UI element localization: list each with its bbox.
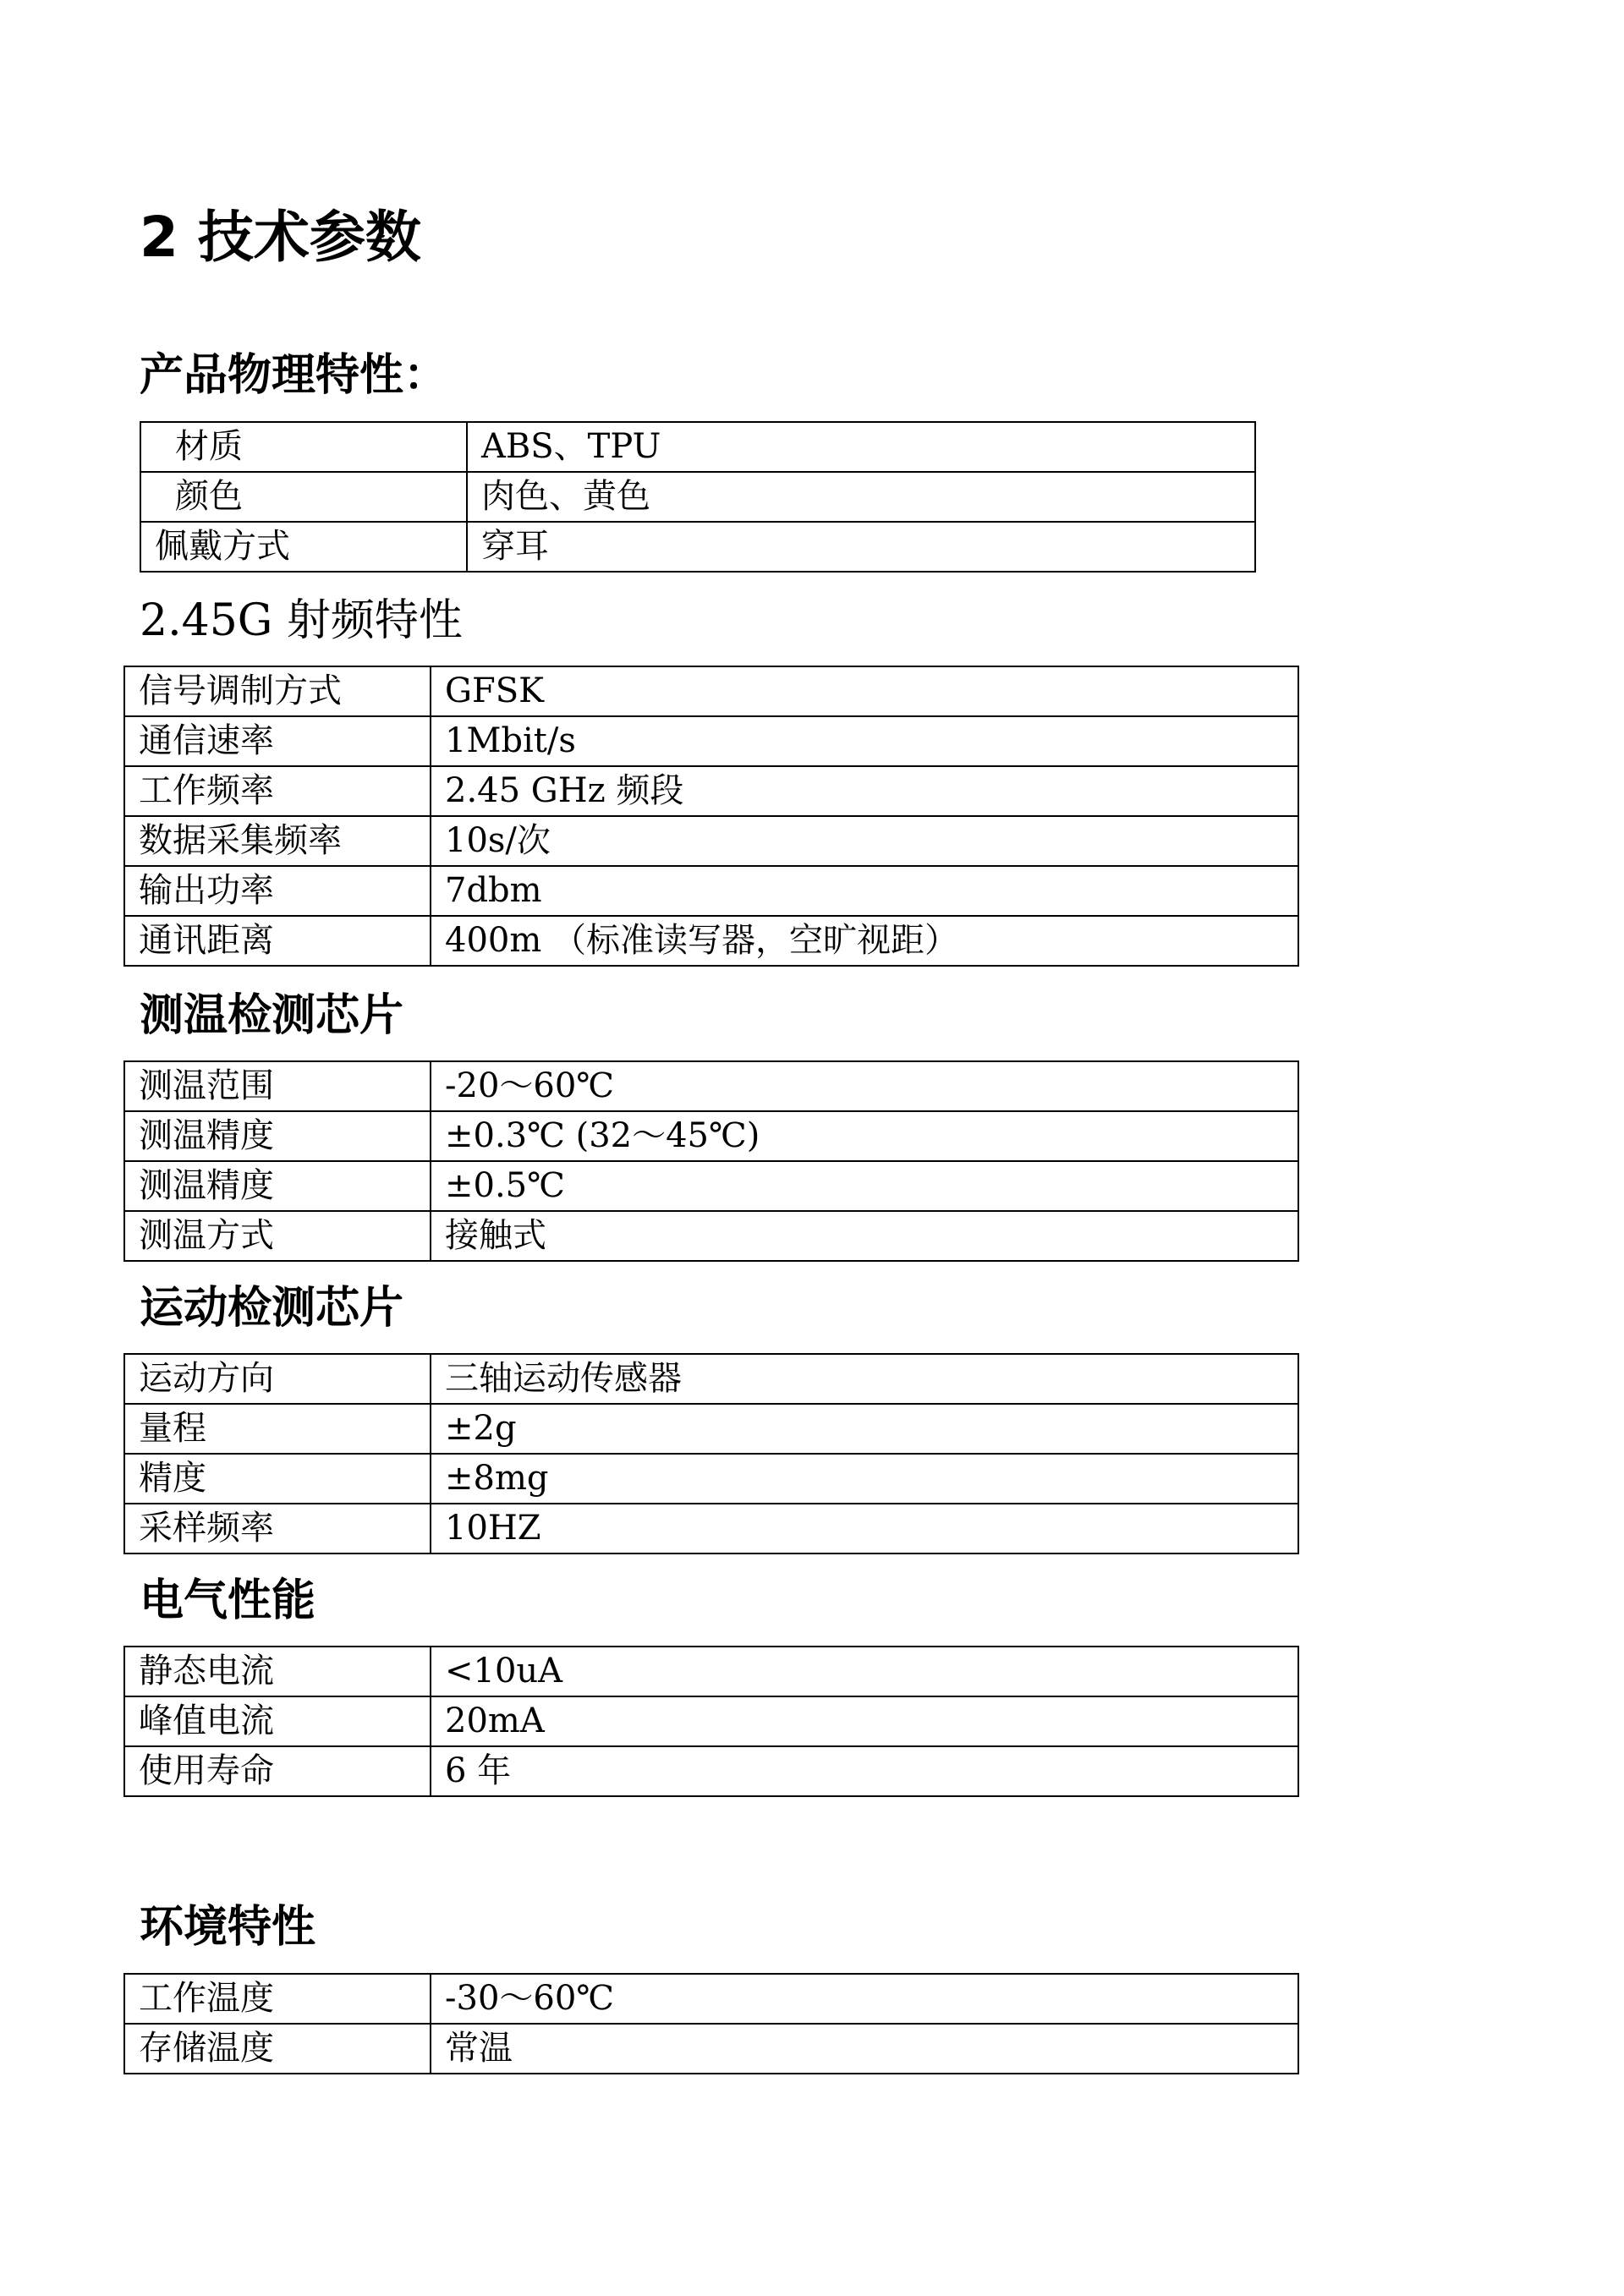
row-value: 1Mbit/s — [431, 716, 1298, 766]
row-value: 三轴运动传感器 — [431, 1354, 1298, 1404]
row-key: 存储温度 — [124, 2024, 431, 2074]
table-row — [124, 766, 1298, 816]
row-key: 材质 — [140, 422, 467, 472]
table-rf-properties — [123, 666, 1299, 967]
row-value: ±8mg — [431, 1454, 1298, 1504]
row-key: 测温范围 — [124, 1061, 431, 1111]
section-heading-electrical: 电气性能 — [140, 1575, 316, 1626]
row-key: 工作温度 — [124, 1974, 431, 2024]
section-heading-physical: 产品物理特性： — [140, 350, 448, 401]
table-row — [124, 1354, 1298, 1404]
row-value: 肉色、黄色 — [467, 472, 1255, 522]
table-row — [124, 866, 1298, 916]
row-value: <10uA — [431, 1647, 1298, 1696]
row-key: 通信速率 — [124, 716, 431, 766]
row-key: 通讯距离 — [124, 916, 431, 966]
page-title: 2 技术参数 — [140, 205, 421, 270]
row-key: 信号调制方式 — [124, 666, 431, 716]
row-value: 10HZ — [431, 1504, 1298, 1553]
row-value: 10s/次 — [431, 816, 1298, 866]
row-value: ±2g — [431, 1404, 1298, 1454]
row-value: ABS、TPU — [467, 422, 1255, 472]
row-value: -20～60℃ — [431, 1061, 1298, 1111]
row-key: 采样频率 — [124, 1504, 431, 1553]
section-heading-motion: 运动检测芯片 — [140, 1283, 404, 1334]
table-row — [124, 1974, 1298, 2024]
table-motion-chip — [123, 1353, 1299, 1554]
table-row — [124, 1404, 1298, 1454]
table-physical-properties — [140, 421, 1256, 573]
table-electrical — [123, 1646, 1299, 1797]
table-row — [124, 1504, 1298, 1553]
row-value: 穿耳 — [467, 522, 1255, 572]
table-row — [140, 522, 1255, 572]
row-value: 400m （标准读写器，空旷视距） — [431, 916, 1298, 966]
row-key: 测温精度 — [124, 1161, 431, 1211]
table-row — [124, 816, 1298, 866]
row-key: 运动方向 — [124, 1354, 431, 1404]
row-value: ±0.5℃ — [431, 1161, 1298, 1211]
row-value: GFSK — [431, 666, 1298, 716]
table-row — [124, 1746, 1298, 1796]
table-row — [124, 916, 1298, 966]
row-key: 颜色 — [140, 472, 467, 522]
table-row — [124, 716, 1298, 766]
row-key: 静态电流 — [124, 1647, 431, 1696]
row-key: 数据采集频率 — [124, 816, 431, 866]
row-value: 7dbm — [431, 866, 1298, 916]
table-row — [140, 472, 1255, 522]
table-row — [124, 1061, 1298, 1111]
table-row — [124, 1696, 1298, 1746]
row-value: 20mA — [431, 1696, 1298, 1746]
table-row — [124, 1454, 1298, 1504]
row-key: 佩戴方式 — [140, 522, 467, 572]
table-row — [124, 1111, 1298, 1161]
table-row — [140, 422, 1255, 472]
row-key: 量程 — [124, 1404, 431, 1454]
row-value: ±0.3℃ (32～45℃) — [431, 1111, 1298, 1161]
row-value: 2.45 GHz 频段 — [431, 766, 1298, 816]
row-key: 使用寿命 — [124, 1746, 431, 1796]
section-heading-temperature: 测温检测芯片 — [140, 990, 404, 1041]
row-key: 输出功率 — [124, 866, 431, 916]
row-value: 接触式 — [431, 1211, 1298, 1261]
table-temperature-chip — [123, 1060, 1299, 1262]
table-row — [124, 1161, 1298, 1211]
row-key: 测温精度 — [124, 1111, 431, 1161]
section-heading-rf: 2.45G 射频特性 — [140, 595, 463, 646]
table-row — [124, 666, 1298, 716]
table-row — [124, 1647, 1298, 1696]
row-key: 测温方式 — [124, 1211, 431, 1261]
row-value: -30～60℃ — [431, 1974, 1298, 2024]
row-key: 工作频率 — [124, 766, 431, 816]
section-heading-environment: 环境特性 — [140, 1902, 316, 1953]
table-row — [124, 2024, 1298, 2074]
row-value: 6 年 — [431, 1746, 1298, 1796]
row-key: 峰值电流 — [124, 1696, 431, 1746]
table-environment — [123, 1973, 1299, 2074]
row-value: 常温 — [431, 2024, 1298, 2074]
row-key: 精度 — [124, 1454, 431, 1504]
table-row — [124, 1211, 1298, 1261]
